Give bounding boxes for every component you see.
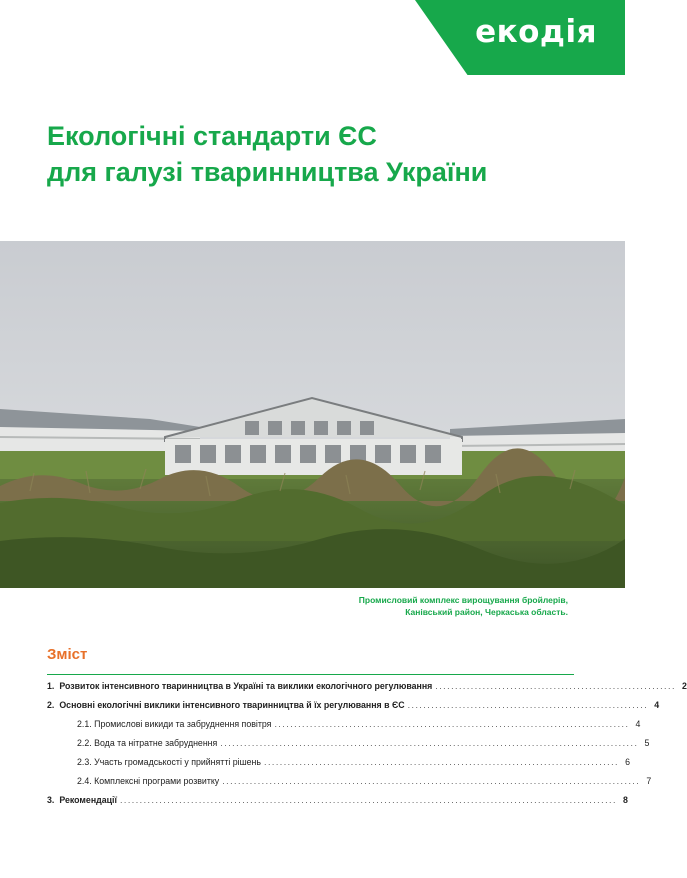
- toc-leader-dots: ..........................................................................................: [274, 719, 630, 729]
- toc-item-number: 2.: [47, 700, 55, 710]
- caption-line-1: Промисловий комплекс вирощування бройлерів,: [358, 595, 568, 605]
- toc-item-1[interactable]: [47, 677, 687, 696]
- toc-item-3[interactable]: [47, 791, 628, 810]
- toc-item-2-4[interactable]: [47, 772, 652, 791]
- toc-item-2-2[interactable]: [47, 734, 650, 753]
- toc-item-page: 8: [623, 795, 628, 805]
- toc-item-label: 2.1. Промислові викиди та забруднення повітря: [77, 719, 272, 729]
- toc-item-number: 1.: [47, 681, 55, 691]
- toc-item-label: 2.3. Участь громадськості у прийнятті рішень: [77, 757, 261, 767]
- toc-leader-dots: ..........................................................................................................: [222, 776, 641, 786]
- toc-divider: [47, 674, 574, 675]
- table-of-contents: [47, 677, 687, 810]
- toc-leader-dots: ..........................................................................................................: [220, 738, 639, 748]
- title-line-2: для галузі тваринництва України: [47, 157, 488, 187]
- caption-line-2: Канівський район, Черкаська область.: [405, 607, 568, 617]
- toc-leader-dots: .............................................................: [407, 700, 649, 710]
- photo-caption: [208, 594, 568, 618]
- toc-item-page: 4: [635, 719, 641, 729]
- toc-item-label: Основні екологічні виклики інтенсивного тваринництва й їх регулювання в ЄС: [59, 700, 405, 710]
- toc-heading: Зміст: [47, 646, 88, 663]
- cover-photo: [0, 241, 625, 588]
- toc-leader-dots: ..............................................................................................................................: [119, 795, 617, 805]
- brand-logo: екодія: [475, 14, 597, 50]
- toc-leader-dots: ..........................................................................................: [264, 757, 619, 767]
- toc-item-page: 2: [681, 681, 687, 691]
- toc-item-2-3[interactable]: [47, 753, 630, 772]
- toc-item-label: 2.4. Комплексні програми розвитку: [77, 776, 220, 786]
- toc-item-label: Розвиток інтенсивного тваринництва в Україні та виклики екологічного регулювання: [59, 681, 433, 691]
- toc-item-label: Рекомендації: [59, 795, 117, 805]
- toc-item-2-1[interactable]: [47, 715, 641, 734]
- toc-item-label: 2.2. Вода та нітратне забруднення: [77, 738, 218, 748]
- toc-leader-dots: .............................................................: [435, 681, 676, 691]
- title-line-1: Екологічні стандарти ЄС: [47, 121, 377, 151]
- toc-item-page: 4: [654, 700, 660, 710]
- toc-item-number: 3.: [47, 795, 55, 805]
- toc-item-page: 7: [646, 776, 652, 786]
- toc-item-2[interactable]: [47, 696, 660, 715]
- toc-item-page: 6: [625, 757, 630, 767]
- document-title: [47, 118, 587, 190]
- toc-item-page: 5: [644, 738, 650, 748]
